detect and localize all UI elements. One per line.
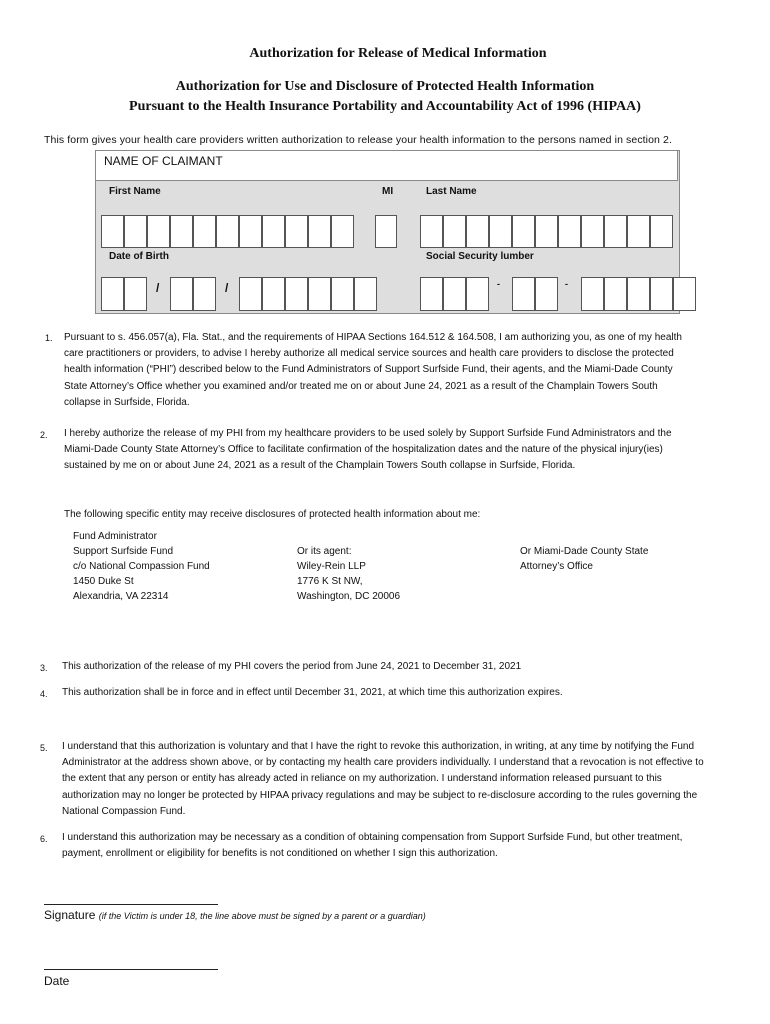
date-line[interactable]	[44, 969, 218, 970]
first-name-cell[interactable]	[285, 215, 308, 248]
ssn-cell[interactable]	[443, 277, 466, 311]
last-name-label: Last Name	[426, 186, 477, 197]
last-name-cell[interactable]	[558, 215, 581, 248]
last-name-cell[interactable]	[466, 215, 489, 248]
form-subtitle-2: Pursuant to the Health Insurance Portability and Accountability Act of 1996 (HIPAA)	[129, 99, 641, 114]
signature-line[interactable]	[44, 904, 218, 905]
last-name-cell[interactable]	[650, 215, 673, 248]
form-subtitle-1: Authorization for Use and Disclosure of Protected Health Information	[175, 79, 595, 94]
dob-separator: /	[156, 281, 160, 295]
dob-cell[interactable]	[101, 277, 124, 311]
dob-cell[interactable]	[124, 277, 147, 311]
dob-separator: /	[225, 281, 229, 295]
section-3-text: This authorization of the release of my PHI covers the period from June 24, 2021 to December 31, 2021	[62, 661, 522, 672]
entity-fund-administrator: Fund Administrator Support Surfside Fund c/o National Compassion Fund 1450 Duke St Alexandria, VA 22314	[73, 531, 210, 602]
last-name-cell[interactable]	[604, 215, 627, 248]
claimant-heading	[95, 150, 678, 181]
ssn-cell[interactable]	[535, 277, 558, 311]
dob-cell[interactable]	[354, 277, 377, 311]
signature-block	[44, 908, 426, 922]
claimant-heading-text: NAME OF CLAIMANT	[104, 154, 223, 168]
section-4-text: This authorization shall be in force and in effect until December 31, 2021, at which time this authorization expires.	[62, 687, 563, 698]
form-title: Authorization for Release of Medical Information	[249, 46, 547, 61]
ssn-cell[interactable]	[420, 277, 443, 311]
dob-cell[interactable]	[193, 277, 216, 311]
entities-intro: The following specific entity may receive disclosures of protected health information about me:	[64, 509, 481, 520]
section-6-number: 6.	[40, 834, 48, 844]
last-name-cell[interactable]	[627, 215, 650, 248]
first-name-cell[interactable]	[308, 215, 331, 248]
signature-note: (if the Victim is under 18, the line above must be signed by a parent or a guardian)	[98, 911, 426, 921]
ssn-separator: -	[565, 279, 568, 289]
ssn-cell[interactable]	[650, 277, 673, 311]
first-name-cell[interactable]	[193, 215, 216, 248]
ssn-cell[interactable]	[512, 277, 535, 311]
dob-cell[interactable]	[285, 277, 308, 311]
ssn-cell[interactable]	[627, 277, 650, 311]
ssn-cell[interactable]	[604, 277, 627, 311]
date-label: Date	[44, 974, 70, 988]
first-name-cell[interactable]	[262, 215, 285, 248]
ssn-separator: -	[497, 279, 500, 289]
mi-field[interactable]	[375, 215, 397, 248]
dob-cell[interactable]	[331, 277, 354, 311]
signature-label: Signature	[44, 908, 96, 922]
section-2-text: I hereby authorize the release of my PHI from my healthcare providers to be used solely by Support Surfside Fund Administrators and the Miami-Dade County State Attorney’s Office to facilitate confirmation of the hospitalization dates and the nature of the physical injury(ies) sustained by me on or about June 24, 2021 as a result of the Champlain Towers South collapse in Surfside, Florida.	[64, 428, 672, 472]
last-name-cell[interactable]	[535, 215, 558, 248]
ssn-cell[interactable]	[466, 277, 489, 311]
dob-cell[interactable]	[308, 277, 331, 311]
section-6-text: I understand this authorization may be necessary as a condition of obtaining compensation from Support Surfside Fund, but other treatment, payment, enrollment or eligibility for benefits is not conditioned on whether I sign this authorization.	[62, 832, 683, 860]
last-name-cell[interactable]	[443, 215, 466, 248]
entity-agent: Or its agent: Wiley-Rein LLP 1776 K St NW, Washington, DC 20006	[297, 546, 401, 602]
ssn-label: Social Security lumber	[426, 251, 534, 262]
last-name-cell[interactable]	[581, 215, 604, 248]
dob-cell[interactable]	[239, 277, 262, 311]
section-1-number: 1.	[45, 333, 53, 343]
first-name-cell[interactable]	[216, 215, 239, 248]
section-4-number: 4.	[40, 689, 48, 699]
dob-label: Date of Birth	[109, 251, 169, 262]
last-name-cell[interactable]	[512, 215, 535, 248]
first-name-cell[interactable]	[331, 215, 354, 248]
intro-text: This form gives your health care providers written authorization to release your health information to the persons named in section 2.	[44, 134, 672, 146]
entity-state-attorney: Or Miami-Dade County State Attorney’s Office	[520, 546, 649, 572]
last-name-cell[interactable]	[489, 215, 512, 248]
section-1-text: Pursuant to s. 456.057(a), Fla. Stat., and the requirements of HIPAA Sections 164.512 & 164.508, I am authorizing you, as one of my health care practitioners or providers, to advise I hereby authorize all medical service sources and health care providers to disclose the protected health information (“PHI”) described below to the Fund Administrators of Support Surfside Fund, their agents, and the Miami-Dade County State Attorney’s Office whether you examined and/or treated me on or about June 24, 2021 as a result of the Champlain Towers South collapse in Surfside, Florida.	[64, 332, 682, 408]
ssn-cell[interactable]	[673, 277, 696, 311]
section-5-number: 5.	[40, 743, 48, 753]
dob-cell[interactable]	[170, 277, 193, 311]
section-3-number: 3.	[40, 663, 48, 673]
first-name-cell[interactable]	[239, 215, 262, 248]
first-name-cell[interactable]	[124, 215, 147, 248]
section-2-number: 2.	[40, 430, 48, 440]
first-name-cell[interactable]	[147, 215, 170, 248]
ssn-cell[interactable]	[581, 277, 604, 311]
first-name-cell[interactable]	[101, 215, 124, 248]
dob-cell[interactable]	[262, 277, 285, 311]
first-name-cell[interactable]	[170, 215, 193, 248]
first-name-label: First Name	[109, 186, 161, 197]
last-name-cell[interactable]	[420, 215, 443, 248]
mi-label: MI	[382, 186, 394, 197]
section-5-text: I understand that this authorization is voluntary and that I have the right to revoke this authorization, in writing, at any time by notifying the Fund Administrator at the address shown above, or by contacting my health care providers individually. I understand that a revocation is not effective to the extent that any person or entity has already acted in reliance on my authorization. I understand information released pursuant to this authorization may no longer be protected by HIPAA privacy regulations and may be subject to re-disclosure according to the rules governing the National Compassion Fund.	[62, 741, 704, 817]
